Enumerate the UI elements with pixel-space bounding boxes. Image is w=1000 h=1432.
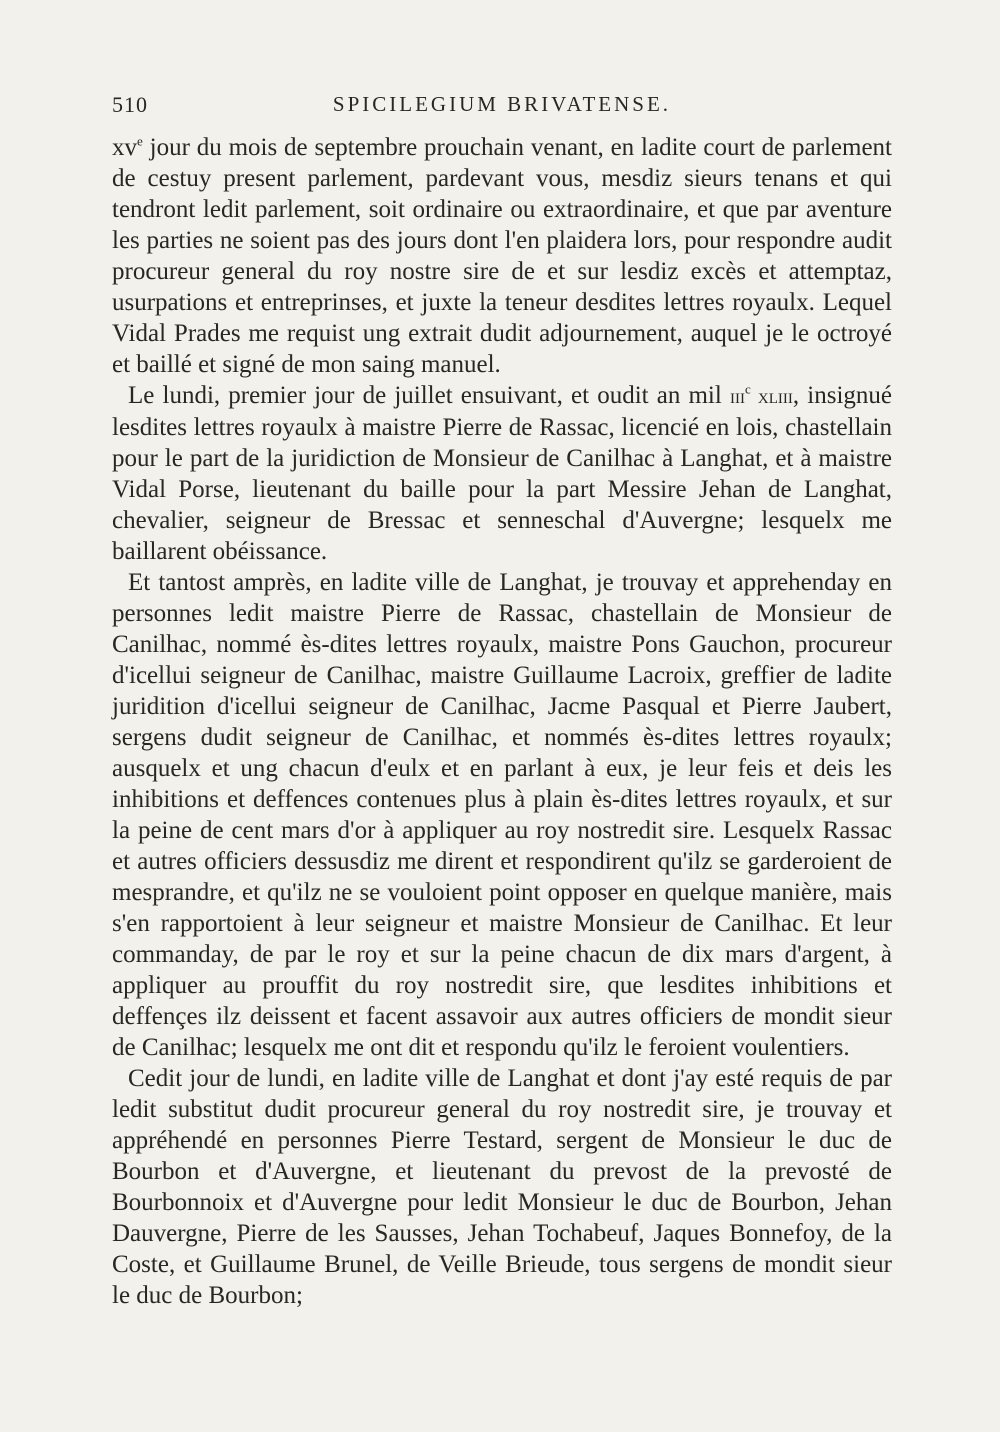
running-title: SPICILEGIUM BRIVATENSE. (332, 92, 672, 116)
ordinal-xv: xv (112, 134, 137, 161)
paragraph-2-text-a: Le lundi, premier jour de juillet ensuivant, et oudit an mil (128, 382, 730, 409)
paragraph-2 (112, 380, 892, 567)
roman-superscript-c: c (744, 381, 751, 397)
page-header (112, 92, 892, 128)
paragraph-1-text: jour du mois de septembre prouchain venant, en ladite court de parlement de cestuy present parlement, pardevant vous, mesdiz sieurs tenans et qui tendront ledit parlement, soit ordinaire ou extraordinaire, et que par aventure les parties ne soient pas des jours dont l'en plaidera lors, pour respondre audit procureur general du roy nostre sire de et sur lesdiz excès et attemptaz, usurpations et entreprinses, et juxte la teneur desdites lettres royaulx. Lequel Vidal Prades me requist ung extrait dudit adjournement, auquel je le octroyé et baillé et signé de mon saing manuel. (112, 134, 892, 378)
roman-numeral-xliii: xliii (750, 384, 793, 408)
paragraph-1 (112, 132, 892, 380)
page-body (112, 132, 892, 1311)
page-number: 510 (112, 92, 148, 117)
paragraph-3: Et tantost amprès, en ladite ville de Langhat, je trouvay et apprehenday en personnes ledit maistre Pierre de Rassac, chastellain de Monsieur de Canilhac, nommé ès-dites lettres royaulx, maistre Pons Gauchon, procureur d'icellui seigneur de Canilhac, maistre Guillaume Lacroix, greffier de ladite juridition d'icellui seigneur de Canilhac, Jacme Pasqual et Pierre Jaubert, sergens dudit seigneur de Canilhac, et nommés ès-dites lettres royaulx; ausquelx et ung chacun d'eulx et en parlant à eux, je leur feis et deis les inhibitions et deffences contenues plus à plain ès-dites lettres royaulx, et sur la peine de cent mars d'or à appliquer au roy nostredit sire. Lesquelx Rassac et autres officiers dessusdiz me dirent et respondirent qu'ilz se garderoient de mesprandre, et qu'ilz ne se vouloient point opposer en quelque manière, mais s'en rapportoient à leur seigneur et maistre Monsieur de Canilhac. Et leur commanday, de par le roy et sur la peine chacun de dix mars d'argent, à appliquer au prouffit du roy nostredit sire, que lesdites inhibitions et deffençes ilz deissent et facent assavoir aux autres officiers de mondit sieur de Canilhac; lesquelx me ont dit et respondu qu'ilz le feroient voulentiers. (112, 569, 892, 1061)
paragraph-4: Cedit jour de lundi, en ladite ville de Langhat et dont j'ay esté requis de par ledit substitut dudit procureur general du roy nostredit sire, je trouvay et appréhendé en personnes Pierre Testard, sergent de Monsieur le duc de Bourbon et d'Auvergne, et lieutenant du prevost de la prevosté de Bourbonnoix et d'Auvergne pour ledit Monsieur le duc de Bourbon, Jehan Dauvergne, Pierre de les Sausses, Jehan Tochabeuf, Jaques Bonnefoy, de la Coste, et Guillaume Brunel, de Veille Brieude, tous sergens de mondit sieur le duc de Bourbon; (112, 1065, 892, 1309)
paragraph-2-text-b: , insignué lesdites lettres royaulx à maistre Pierre de Rassac, licencié en lois, chastellain pour le part de la juridiction de Monsieur de Canilhac à Langhat, et à maistre Vidal Porse, lieutenant du baille pour la part Messire Jehan de Langhat, chevalier, seigneur de Bressac et senneschal d'Auvergne; lesquelx me baillarent obéissance. (112, 382, 893, 565)
roman-numeral-iii: iii (729, 384, 745, 408)
ordinal-superscript: e (137, 133, 143, 149)
